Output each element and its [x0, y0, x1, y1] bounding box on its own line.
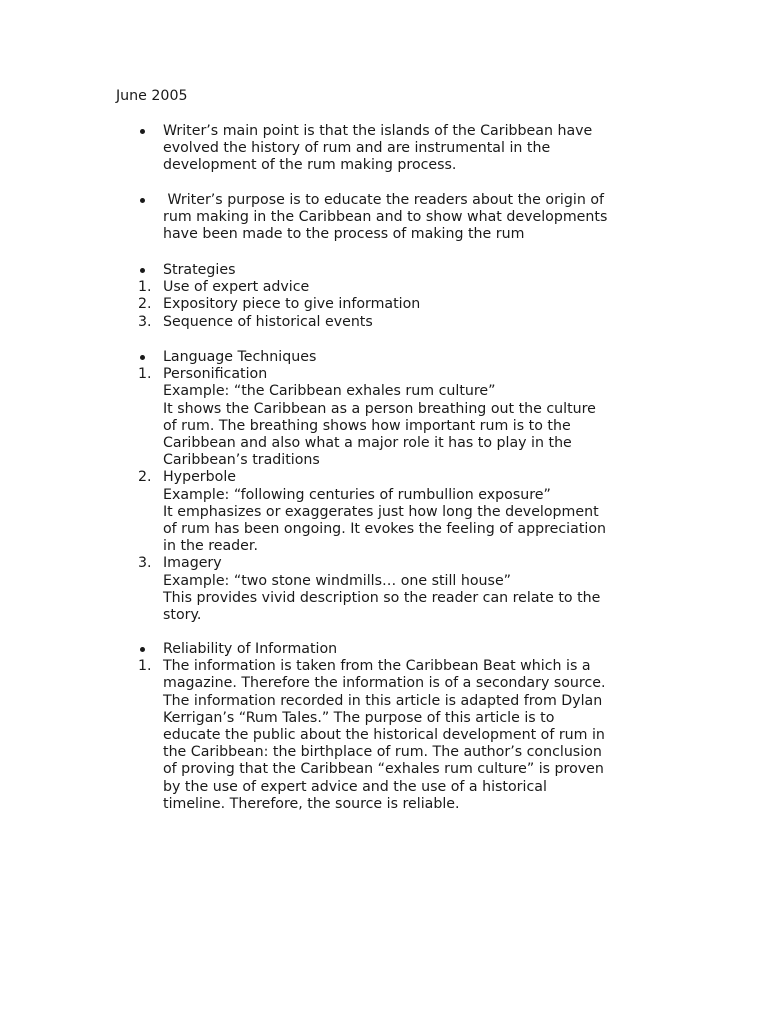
- reliability-section: [116, 641, 676, 813]
- technique-line: of rum has been ongoing. It evokes the feeling of appreciation: [163, 521, 606, 538]
- strategies-heading: Strategies: [163, 262, 236, 278]
- numbered-item: [116, 296, 676, 313]
- technique-line: This provides vivid description so the reader can relate to the: [163, 589, 601, 606]
- item-number: 2.: [138, 469, 152, 486]
- technique-line: Hyperbole: [163, 469, 236, 486]
- item-number: 1.: [138, 658, 152, 675]
- bullet-item: [116, 262, 676, 279]
- numbered-item: [116, 279, 676, 296]
- main-point-line: Writer’s main point is that the islands of the Caribbean have: [163, 123, 593, 139]
- item-number: 1.: [138, 366, 152, 383]
- purpose-section: [116, 192, 676, 244]
- strategies-section: [116, 262, 676, 331]
- strategy-text: Use of expert advice: [163, 279, 310, 296]
- language-techniques-section: [116, 349, 676, 624]
- technique-line: Example: “the Caribbean exhales rum culture”: [163, 383, 496, 400]
- numbered-item: [116, 658, 676, 813]
- reliability-heading: Reliability of Information: [163, 641, 338, 657]
- technique-line: in the reader.: [163, 538, 258, 555]
- document-date: June 2005: [116, 88, 188, 104]
- bullet-item: [116, 123, 676, 175]
- language-heading: Language Techniques: [163, 349, 317, 365]
- purpose-line: rum making in the Caribbean and to show what developments: [163, 209, 608, 226]
- purpose-line: have been made to the process of making the rum: [163, 226, 525, 243]
- item-number: 2.: [138, 296, 152, 313]
- reliability-line: timeline. Therefore, the source is reliable.: [163, 795, 460, 812]
- technique-line: Example: “following centuries of rumbullion exposure”: [163, 486, 551, 503]
- bullet-item: [116, 641, 676, 658]
- main-point-line: evolved the history of rum and are instrumental in the: [163, 140, 551, 157]
- reliability-line: of proving that the Caribbean “exhales rum culture” is proven: [163, 761, 604, 778]
- technique-line: Caribbean and also what a major role it has to play in the: [163, 435, 572, 452]
- technique-line: of rum. The breathing shows how important rum is to the: [163, 417, 571, 434]
- reliability-line: by the use of expert advice and the use of a historical: [163, 778, 547, 795]
- strategy-text: Sequence of historical events: [163, 313, 373, 330]
- reliability-line: magazine. Therefore the information is of a secondary source.: [163, 675, 606, 692]
- numbered-item: [116, 314, 676, 331]
- strategy-text: Expository piece to give information: [163, 296, 421, 313]
- technique-line: It shows the Caribbean as a person breathing out the culture: [163, 400, 596, 417]
- technique-line: Imagery: [163, 555, 222, 572]
- numbered-item: [116, 555, 676, 624]
- reliability-line: Kerrigan’s “Rum Tales.” The purpose of this article is to: [163, 709, 555, 726]
- numbered-item: [116, 469, 676, 555]
- item-number: 3.: [138, 313, 152, 330]
- numbered-item: [116, 366, 676, 469]
- bullet-item: [116, 349, 676, 366]
- reliability-line: educate the public about the historical development of rum in: [163, 727, 605, 744]
- technique-line: Personification: [163, 366, 268, 383]
- item-number: 3.: [138, 555, 152, 572]
- technique-line: Caribbean’s traditions: [163, 452, 320, 469]
- reliability-line: the Caribbean: the birthplace of rum. The author’s conclusion: [163, 744, 602, 761]
- reliability-line: The information is taken from the Caribbean Beat which is a: [163, 658, 591, 675]
- technique-line: Example: “two stone windmills… one still house”: [163, 572, 512, 589]
- bullet-item: [116, 192, 676, 244]
- purpose-line: Writer’s purpose is to educate the readers about the origin of: [163, 192, 604, 208]
- technique-line: story.: [163, 607, 202, 624]
- main-point-line: development of the rum making process.: [163, 157, 457, 174]
- reliability-line: The information recorded in this article is adapted from Dylan: [163, 692, 603, 709]
- technique-line: It emphasizes or exaggerates just how long the development: [163, 503, 599, 520]
- item-number: 1.: [138, 279, 152, 296]
- main-point-section: [116, 123, 676, 175]
